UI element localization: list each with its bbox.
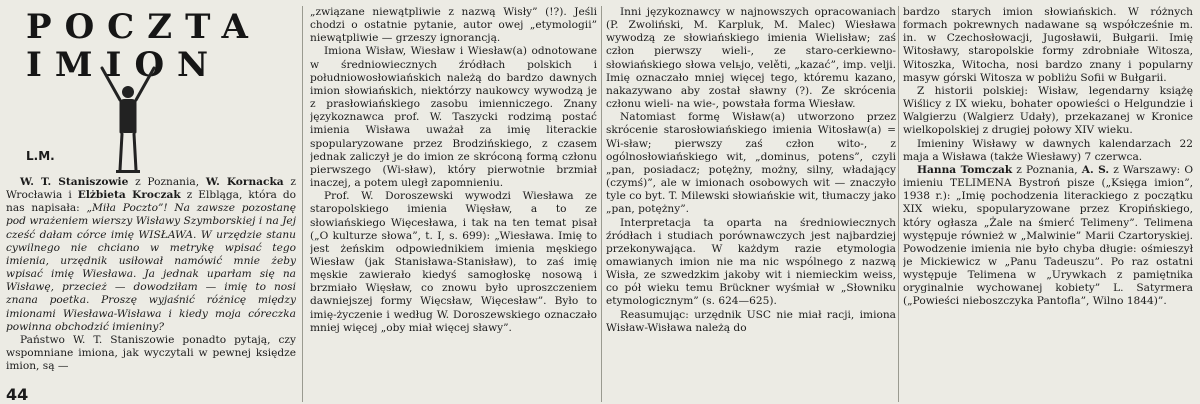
text-run: z Wrocławia i xyxy=(6,176,296,202)
paragraph: Inni językoznawcy w najnowszych opracowaniach (P. Zwoliński, M. Karpluk, M. Malec) Wiesława wywodzą ze słowiańskiego imienia Wielisław; zaś człon pierwszy wieli-, ze staro-cerkiewno-słowiańskiego słowa velьjo, velěti, „kazać”, imp. velji. Imię oznaczało mniej więcej tego, któremu kazano, nakazywano aby został sławny (?). Ze skrócenia członu wieli- na wie-, powstała forma Wiesław. xyxy=(606,6,896,111)
reader-name: A. S. xyxy=(1081,163,1110,176)
paragraph: Reasumując: urzędnik USC nie miał racji, imiona Wisław-Wisława należą do xyxy=(606,308,896,334)
paragraph xyxy=(6,176,296,334)
text-run: z Warszawy: O imieniu TELIMENA Bystroń pisze („Księga imion”, 1938 r.): „Imię pochodzenia literackiego z początku XIX wieku, spopularyzowane przez Kropińskiego, który ogłasza „Żale na śmierć Telimeny”. Telimena występuje również w „Malwinie” Marii Czartoryskiej. Powodzenie imienia nie było chyba długie: ośmieszył je Mickiewicz w „Panu Tadeuszu”. Po raz ostatni występuje Telimena w „Urywkach z pamiętnika oryginalnie wychowanej kobiety” L. Satyrmera („Powieści nieboszczyka Pantofla”, Wilno 1844)”. xyxy=(903,163,1193,308)
page-number: 44 xyxy=(6,385,29,404)
paragraph: Natomiast formę Wisław(a) utworzono przez skrócenie starosłowiańskiego imienia Witosław(a) = Wi-sław; pierwszy zaś człon wito-, z ogólnosłowiańskiego wit, „dominus, potens”, czyli „pan, posiadacz; potężny, możny, silny, władający (czymś)”, ale w imionach osobowych wit — znaczyło tyle co byt. T. Milewski słowiańskie wit, tłumaczy jako „pan, potężny”. xyxy=(606,111,896,216)
paragraph: Imiona Wisław, Wiesław i Wiesław(a) odnotowane w średniowiecznych źródłach polskich i południowosłowiańskich należą do bardzo dawnych imion słowiańskich, niektórzy naukowcy wywodzą je z prasłowiańskiego zasobu imienniczego. Znany językoznawca prof. W. Taszycki rodzimą postać imienia Wisława uważał za imię literackie spopularyzowane przez Brodzińskiego, z czasem jednak zaliczył je do imion ze skróconą formą członu pierwszego (Wi-sław), który pierwotnie brzmiał inaczej, a potem uległ zapomnieniu. xyxy=(310,45,597,190)
paragraph: Imieniny Wisławy w dawnych kalendarzach 22 maja a Wisława (także Wiesławy) 7 czerwca. xyxy=(903,137,1193,163)
paragraph: bardzo starych imion słowiańskich. W różnych formach pokrewnych nadawane są współcześnie m. in. w Czechosłowacji, Jugosławii, Bułgarii. Imię Witosławy, staropolskie formy zdrobniałe Witosza, Witoszka, Witocha, nosi bardzo znany i popularny masyw górski Witosza w pobliżu Sofii w Bułgarii. xyxy=(903,6,1193,84)
column-rule xyxy=(898,6,899,402)
paragraph: Prof. W. Doroszewski wywodzi Wiesława ze staropolskiego imienia Więsław, a to ze słowiańskiego Więcesława, i tak na ten temat pisał („O kulturze słowa”, t. I, s. 699): „Wiesława. Imię to jest żeńskim odpowiednikiem imienia męskiego Wiesław (jak Stanisława-Stanisław), to zaś imię męskie zawierało kiedyś samogłoskę nosową i brzmiało Więsław, co znowu było uproszczeniem dawniejszej formy Więcsław, Więcesław”. Było to imię-życzenie i według W. Doroszewskiego oznaczało mniej więcej „oby miał więcej sławy”. xyxy=(310,190,597,334)
athlete-figure-illustration xyxy=(98,66,158,176)
text-run: z Elbląga, która do nas napisała: xyxy=(6,189,296,215)
paragraph: Państwo W. T. Staniszowie ponadto pytają, czy wspomniane imiona, jak wyczytali w pewnej księdze imion, są — xyxy=(6,333,296,373)
column-2 xyxy=(310,6,597,402)
section-title-line-2: IMION xyxy=(26,45,222,85)
author-initials: L.M. xyxy=(26,149,55,163)
reader-name: Elżbieta Kroczak xyxy=(77,189,181,202)
text-run: z Poznania, xyxy=(1012,163,1082,176)
section-title-line-1: POCZTA xyxy=(26,7,261,47)
paragraph: Z historii polskiej: Wisław, legendarny książę Wiślicy z IX wieku, bohater opowieści o Helgundzie i Walgierzu (Walgierz Udały), przekazanej w Kronice wielkopolskiej z drugiej połowy XIV wieku. xyxy=(903,84,1193,137)
column-rule xyxy=(302,6,303,402)
column-4 xyxy=(903,6,1193,402)
paragraph: „związane niewątpliwie z nazwą Wisły” (!?). Jeśli chodzi o ostatnie pytanie, autor owej „etymologii” niewątpliwie — grzeszy ignorancją. xyxy=(310,6,597,45)
column-1 xyxy=(6,6,296,402)
column-3 xyxy=(606,6,896,402)
section-header xyxy=(6,6,296,176)
column-rule xyxy=(601,6,602,402)
text-run: z Poznania, xyxy=(128,176,206,188)
reader-name: W. T. Staniszowie xyxy=(20,176,129,188)
paragraph: Interpretacja ta oparta na średniowiecznych źródłach i studiach porównawczych jest najbardziej przekonywająca. W każdym razie etymologia omawianych imion nie ma nic wspólnego z nazwą Wisła, ze szwedzkim jakoby wit i niemieckim weiss, co pół wieku temu Brückner wyśmiał w „Słowniku etymologicznym” (s. 624—625). xyxy=(606,216,896,308)
reader-letter-quote: „Miła Poczto”! Na zawsze pozostanę pod wrażeniem wierszy Wisławy Szymborskiej i na Jej cześć dałam córce imię WISŁAWA. W urzędzie stanu cywilnego nie chciano w metrykę wpisać tego imienia, urzędnik usiłował namówić mnie żeby wpisać imię Wiesława. Ja jednak uparłam się na Wisławę, przecież — dowodziłam — imię to nosi znana poetka. Proszę wyjaśnić różnicę między imionami Wiesława-Wisława i kiedy moja córeczka powinna obchodzić imieniny? xyxy=(6,202,296,333)
reader-name: Hanna Tomczak xyxy=(917,163,1013,176)
reader-name: W. Kornacka xyxy=(205,176,284,188)
paragraph xyxy=(903,164,1193,309)
